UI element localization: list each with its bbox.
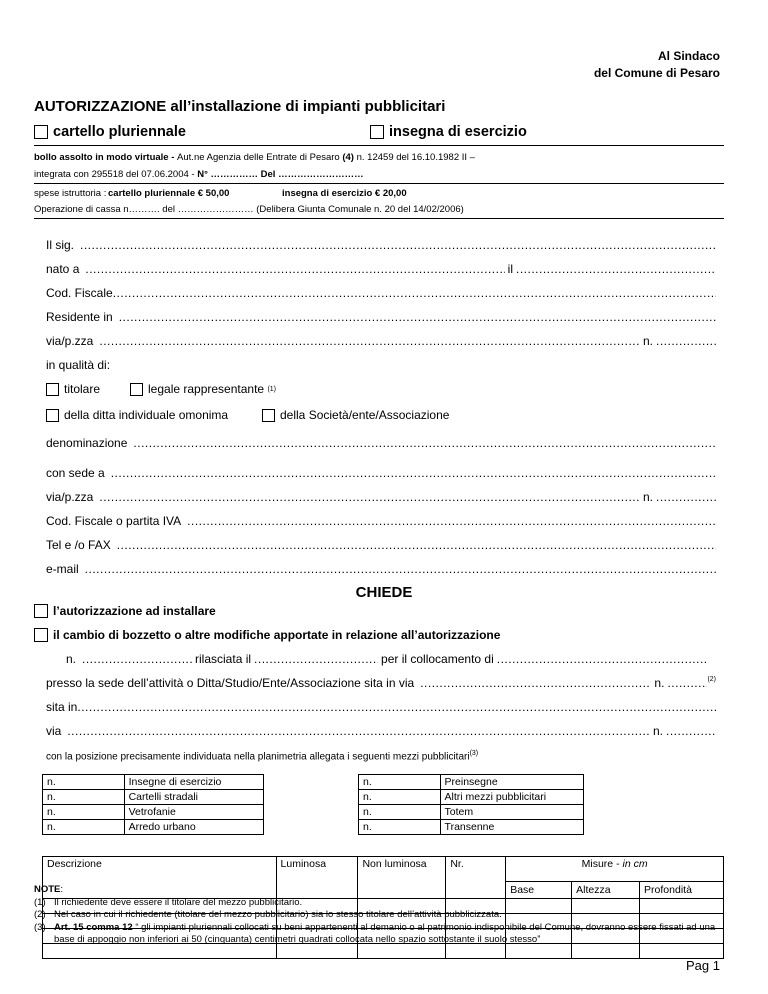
field-company-via[interactable] — [46, 490, 716, 504]
table-row — [43, 775, 264, 790]
field-nato[interactable] — [46, 262, 716, 276]
blank-company-via[interactable] — [99, 490, 640, 504]
label-request-via: via — [46, 724, 62, 738]
table-cell: Cartelli stradali — [124, 790, 263, 805]
note-text: Il richiedente deve essere il titolare del mezzo pubblicitario. — [54, 896, 303, 908]
label-presso-n: n. — [654, 676, 665, 690]
header-profondita: Profondità — [640, 881, 724, 898]
blank-rilasciata[interactable] — [254, 652, 378, 666]
note-item — [34, 897, 724, 910]
stamp-bold: bollo assolto in modo virtuale - — [34, 152, 178, 163]
label-ditta: della ditta individuale omonima — [64, 408, 229, 422]
label-societa: della Società/ente/Associazione — [280, 408, 450, 422]
field-residente[interactable] — [46, 310, 716, 324]
checkbox-societa[interactable] — [262, 409, 275, 422]
label-tel: Tel e /o FAX — [46, 538, 111, 552]
table-cell: Preinsegne — [440, 775, 583, 790]
label-request-via-n: n. — [652, 724, 663, 738]
table-cell: Transenne — [440, 820, 583, 835]
label-collocamento: per il collocamento di — [381, 652, 494, 666]
option-insegna-label: insegna di esercizio — [389, 124, 527, 140]
header-descrizione: Descrizione — [43, 857, 277, 899]
fees-label: spese istruttoria : — [34, 188, 107, 199]
checkbox-legale[interactable] — [130, 383, 143, 396]
request-heading: CHIEDE — [355, 584, 413, 601]
field-authorization[interactable] — [66, 652, 706, 666]
option-ditta[interactable] — [46, 408, 228, 422]
table-row — [43, 790, 264, 805]
field-tel[interactable] — [46, 538, 716, 552]
table-cell: Vetrofanie — [124, 805, 263, 820]
table-row — [43, 805, 264, 820]
capacity-label: in qualità di: — [46, 358, 111, 372]
blank-company-n[interactable] — [656, 490, 716, 504]
label-auth-n: n. — [66, 652, 77, 666]
notes-block: NOTE: (1) Il richiedente deve essere il titolare del mezzo pubblicitario. (2) Nel caso in cui il richiedente (titolare del mezzo pubblicitario) sia lo stesso titolare dell’attività pubblicizzata. (3) Art. 15 comma 12 “ gli impianti pluriennali collocati su beni appartenenti al demanio o al patrimonio indisponibile del Comune, dovranno essere fissati ad una base di appoggio non inferiori ai 50 (cinquanta) centimetri quadrati collocata nello spazio sottostante il suolo stesso” — [34, 884, 724, 947]
table-row — [359, 775, 584, 790]
stamp-line2-bold: N° …………… Del ……………………… — [197, 169, 364, 180]
label-titolare: titolare — [64, 382, 101, 396]
note-number: (1) — [34, 896, 46, 908]
option-change[interactable] — [34, 628, 500, 642]
blank-sede[interactable] — [111, 466, 716, 480]
header-misure-unit: in cm — [622, 858, 648, 870]
blank-auth-n[interactable] — [82, 652, 192, 666]
checkbox-titolare[interactable] — [46, 383, 59, 396]
label-company-via: via/p.zza — [46, 490, 94, 504]
page-number: Pag 1 — [686, 958, 720, 973]
table-cell[interactable]: n. — [43, 790, 125, 805]
header-altezza: Altezza — [572, 881, 640, 898]
blank-il[interactable] — [516, 262, 716, 276]
option-titolare[interactable] — [46, 382, 100, 396]
table-row — [359, 805, 584, 820]
label-sede: con sede a — [46, 466, 105, 480]
form-title — [34, 98, 445, 115]
label-sig: Il sig. — [46, 238, 75, 252]
stamp-num: (4) — [342, 152, 354, 163]
label-nato: nato a — [46, 262, 80, 276]
planimetria-label: con la posizione precisamente individuata nella planimetria allegata i seguenti mezzi pubblicitari — [46, 751, 470, 763]
note-art-ref: Art. 15 comma 12 — [54, 921, 133, 933]
note-ref-3: (3) — [469, 750, 479, 757]
field-via[interactable] — [46, 334, 716, 348]
blank-tel[interactable] — [117, 538, 716, 552]
note-number: (2) — [34, 909, 46, 920]
field-sita[interactable] — [46, 700, 716, 714]
option-societa[interactable] — [262, 408, 449, 422]
blank-nato[interactable] — [85, 262, 504, 276]
notes-heading: NOTE — [34, 884, 61, 895]
field-request-via[interactable] — [46, 724, 716, 738]
table-cell: Altri mezzi pubblicitari — [440, 790, 583, 805]
field-cf[interactable] — [46, 286, 716, 300]
form-title-bold: AUTORIZZAZIONE — [34, 98, 167, 115]
label-legale: legale rappresentante — [148, 382, 265, 396]
option-legale[interactable] — [130, 382, 276, 396]
field-sede[interactable] — [46, 466, 716, 480]
field-presso[interactable] — [46, 676, 716, 690]
stamp-line2 — [34, 169, 364, 180]
label-change: il cambio di bozzetto o altre modifiche apportate in relazione all’autorizzazione — [53, 628, 501, 642]
table-cell[interactable]: n. — [359, 820, 441, 835]
option-cartello-pluriennale[interactable] — [34, 124, 186, 140]
blank-sita[interactable] — [77, 700, 716, 714]
note-ref-2: (2) — [707, 676, 716, 683]
blank-presso[interactable] — [420, 676, 651, 690]
blank-residente[interactable] — [119, 310, 716, 324]
header-base: Base — [506, 881, 572, 898]
stamp-line1 — [34, 152, 475, 163]
label-residente: Residente in — [46, 310, 113, 324]
blank-cf-iva[interactable] — [187, 514, 716, 528]
blank-presso-n[interactable] — [667, 676, 707, 690]
header-misure-label: Misure - — [581, 858, 623, 870]
blank-denominazione[interactable] — [133, 436, 716, 450]
checkbox-install[interactable] — [34, 604, 48, 618]
label-via: via/p.zza — [46, 334, 94, 348]
fee-insegna: insegna di esercizio € 20,00 — [282, 188, 407, 199]
divider — [34, 145, 724, 146]
label-install: l’autorizzazione ad installare — [53, 604, 216, 618]
addressee-line1: Al Sindaco — [657, 49, 720, 63]
stamp-rest: Aut.ne Agenzia delle Entrate di Pesaro — [177, 152, 343, 163]
form-title-rest: all’installazione di impianti pubblicitari — [166, 98, 446, 115]
label-email: e-mail — [46, 562, 79, 576]
table-cell: Insegne di esercizio — [124, 775, 263, 790]
option-install[interactable] — [34, 604, 216, 618]
blank-n[interactable] — [656, 334, 716, 348]
checkbox-change[interactable] — [34, 628, 48, 642]
label-presso: presso la sede dell’attività o Ditta/Studio/Ente/Associazione sita in via — [46, 676, 415, 690]
table-row — [359, 820, 584, 835]
blank-request-via[interactable] — [67, 724, 650, 738]
header-non-luminosa: Non luminosa — [358, 857, 446, 899]
planimetria-text — [46, 750, 478, 762]
note-ref-1: (1) — [267, 385, 276, 393]
label-sita: sita in — [46, 700, 78, 714]
note-number: (3) — [34, 921, 46, 933]
fee-cartello: cartello pluriennale € 50,00 — [108, 188, 230, 199]
blank-email[interactable] — [85, 562, 716, 576]
table-cell: Arredo urbano — [124, 820, 263, 835]
means-table-right — [358, 774, 584, 835]
header-luminosa: Luminosa — [276, 857, 358, 899]
field-denominazione[interactable] — [46, 436, 716, 450]
label-denominazione: denominazione — [46, 436, 128, 450]
note-item — [34, 909, 724, 922]
divider — [34, 218, 724, 219]
label-company-n: n. — [642, 490, 653, 504]
means-table-left — [42, 774, 264, 835]
field-email[interactable] — [46, 562, 716, 576]
header-misure — [506, 857, 724, 882]
checkbox-ditta[interactable] — [46, 409, 59, 422]
table-cell[interactable]: n. — [359, 790, 441, 805]
option-insegna-esercizio[interactable] — [370, 124, 527, 140]
blank-collocamento[interactable] — [497, 652, 706, 666]
note-item — [34, 922, 724, 947]
label-rilasciata: rilasciata il — [195, 652, 252, 666]
label-n: n. — [642, 334, 653, 348]
table-cell: Totem — [440, 805, 583, 820]
note-text: Nel caso in cui il richiedente (titolare del mezzo pubblicitario) sia lo stesso titolare dell’attività pubblicizzata. — [54, 909, 502, 920]
table-header-row — [43, 857, 724, 882]
header-nr: Nr. — [446, 857, 506, 899]
blank-sig[interactable] — [80, 238, 716, 252]
table-cell[interactable]: n. — [43, 820, 125, 835]
table-row — [43, 820, 264, 835]
table-cell[interactable]: n. — [359, 775, 441, 790]
blank-request-via-n[interactable] — [666, 724, 716, 738]
addressee-line2: del Comune di Pesaro — [593, 66, 720, 80]
blank-cf[interactable] — [113, 286, 716, 300]
stamp-end: n. 12459 del 16.10.1982 II – — [353, 152, 475, 163]
table-cell[interactable]: n. — [43, 805, 125, 820]
field-sig[interactable] — [46, 238, 716, 252]
addressee-block — [594, 48, 720, 82]
checkbox-cartello[interactable] — [34, 125, 48, 139]
table-cell[interactable]: n. — [43, 775, 125, 790]
field-cf-iva[interactable] — [46, 514, 716, 528]
label-il: il — [507, 262, 513, 276]
cash-operation: Operazione di cassa n………. del …………………… (Delibera Giunta Comunale n. 20 del 14/02/2006) — [34, 204, 464, 215]
option-cartello-label: cartello pluriennale — [53, 124, 186, 140]
table-row — [359, 790, 584, 805]
note-text: “ gli impianti pluriennali collocati su beni appartenenti al demanio o al patrimonio indisponibile del Comune, dovranno essere fissati ad una base di appoggio non inferiori ai 50 (cinquanta) centimetri quadrati collocata nello spazio sottostante il suolo stesso” — [54, 921, 716, 945]
label-cf: Cod. Fiscale — [46, 286, 113, 300]
label-cf-iva: Cod. Fiscale o partita IVA — [46, 514, 182, 528]
table-cell[interactable]: n. — [359, 805, 441, 820]
divider — [34, 183, 724, 184]
blank-via[interactable] — [99, 334, 640, 348]
stamp-line2-start: integrata con 295518 del 07.06.2004 - — [34, 169, 198, 180]
checkbox-insegna[interactable] — [370, 125, 384, 139]
